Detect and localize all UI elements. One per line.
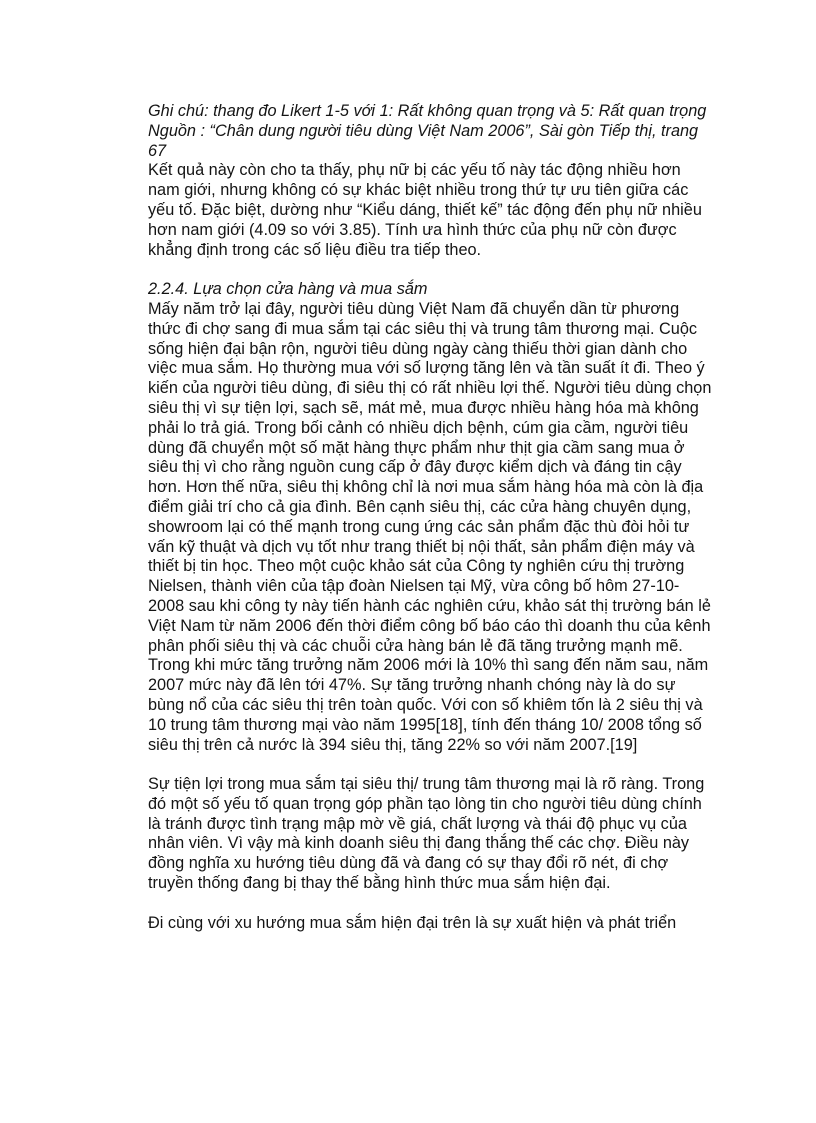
paragraph-convenience: Sự tiện lợi trong mua sắm tại siêu thị/ trung tâm thương mại là rõ ràng. Trong đó một số yếu tố quan trọng góp phần tạo lòng tin cho người tiêu dùng chính là tránh được tình trạng mập mờ về giá, chất lượng và thái độ phục vụ của nhân viên. Vì vậy mà kinh doanh siêu thị đang thắng thế các chợ. Điều này đồng nghĩa xu hướng tiêu dùng đã và đang có sự thay đổi rõ nét, đi chợ truyền thống đang bị thay thế bằng hình thức mua sắm hiện đại. [148,775,705,893]
paragraph-store-choice: Mấy năm trở lại đây, người tiêu dùng Việt Nam đã chuyển dần từ phương thức đi chợ sang đi mua sắm tại các siêu thị và trung tâm thương mại. Cuộc sống hiện đại bận rộn, người tiêu dùng ngày càng thiếu thời gian dành cho việc mua sắm. Họ thường mua với số lượng tăng lên và tần suất ít đi. Theo ý kiến của người tiêu dùng, đi siêu thị có rất nhiều lợi thế. Người tiêu dùng chọn siêu thị vì sự tiện lợi, sạch sẽ, mát mẻ, mua được nhiều hàng hóa mà không phải lo trả giá. Trong bối cảnh có nhiều dịch bệnh, cúm gia cầm, người tiêu dùng đã chuyển một số mặt hàng thực phẩm như thịt gia cầm sang mua ở siêu thị vì cho rằng nguồn cung cấp ở đây được kiểm dịch và đáng tin cậy hơn. Hơn thế nữa, siêu thị không chỉ là nơi mua sắm hàng hóa mà còn là địa điểm giải trí cho cả gia đình. Bên cạnh siêu thị, các cửa hàng chuyên dụng, showroom lại có thế mạnh trong cung ứng các sản phẩm đặc thù đòi hỏi tư vấn kỹ thuật và dịch vụ tốt như trang thiết bị nội thất, sản phẩm điện máy và thiết bị tin học. Theo một cuộc khảo sát của Công ty nghiên cứu thị trường Nielsen, thành viên của tập đoàn Nielsen tại Mỹ, vừa công bố hôm 27-10- 2008 sau khi công ty này tiến hành các nghiên cứu, khảo sát thị trường bán lẻ Việt Nam từ năm 2006 đến thời điểm công bố báo cáo thì doanh thu của kênh phân phối siêu thị và các chuỗi cửa hàng bán lẻ đã tăng trưởng mạnh mẽ. Trong khi mức tăng trưởng năm 2006 mới là 10% thì sang đến năm sau, năm 2007 mức này đã lên tới 47%. Sự tăng trưởng nhanh chóng này là do sự bùng nổ của các siêu thị trên toàn quốc. Với con số khiêm tốn là 2 siêu thị và 10 trung tâm thương mại vào năm 1995[18], tính đến tháng 10/ 2008 tổng số siêu thị trên cả nước là 394 siêu thị, tăng 22% so với năm 2007.[19] [148,299,712,754]
paragraph-spacer [148,755,713,775]
paragraph-trend: Đi cùng với xu hướng mua sắm hiện đại trên là sự xuất hiện và phát triển [148,913,677,932]
paragraph-spacer [148,260,713,280]
section-heading: 2.2.4. Lựa chọn cửa hàng và mua sắm [148,280,428,299]
paragraph-results: Kết quả này còn cho ta thấy, phụ nữ bị các yếu tố này tác động nhiều hơn nam giới, nhưng không có sự khác biệt nhiều trong thứ tự ưu tiên giữa các yếu tố. Đặc biệt, dường như “Kiểu dáng, thiết kế” tác động đến phụ nữ nhiều hơn nam giới (4.09 so với 3.85). Tính ưa hình thức của phụ nữ còn được khẳng định trong các số liệu điều tra tiếp theo. [148,161,702,259]
paragraph-spacer [148,894,713,914]
source-citation: Nguồn : “Chân dung người tiêu dùng Việt Nam 2006”, Sài gòn Tiếp thị, trang 67 [148,121,699,160]
likert-note: Ghi chú: thang đo Likert 1-5 với 1: Rất không quan trọng và 5: Rất quan trọng [148,102,707,120]
document-page [148,102,713,933]
